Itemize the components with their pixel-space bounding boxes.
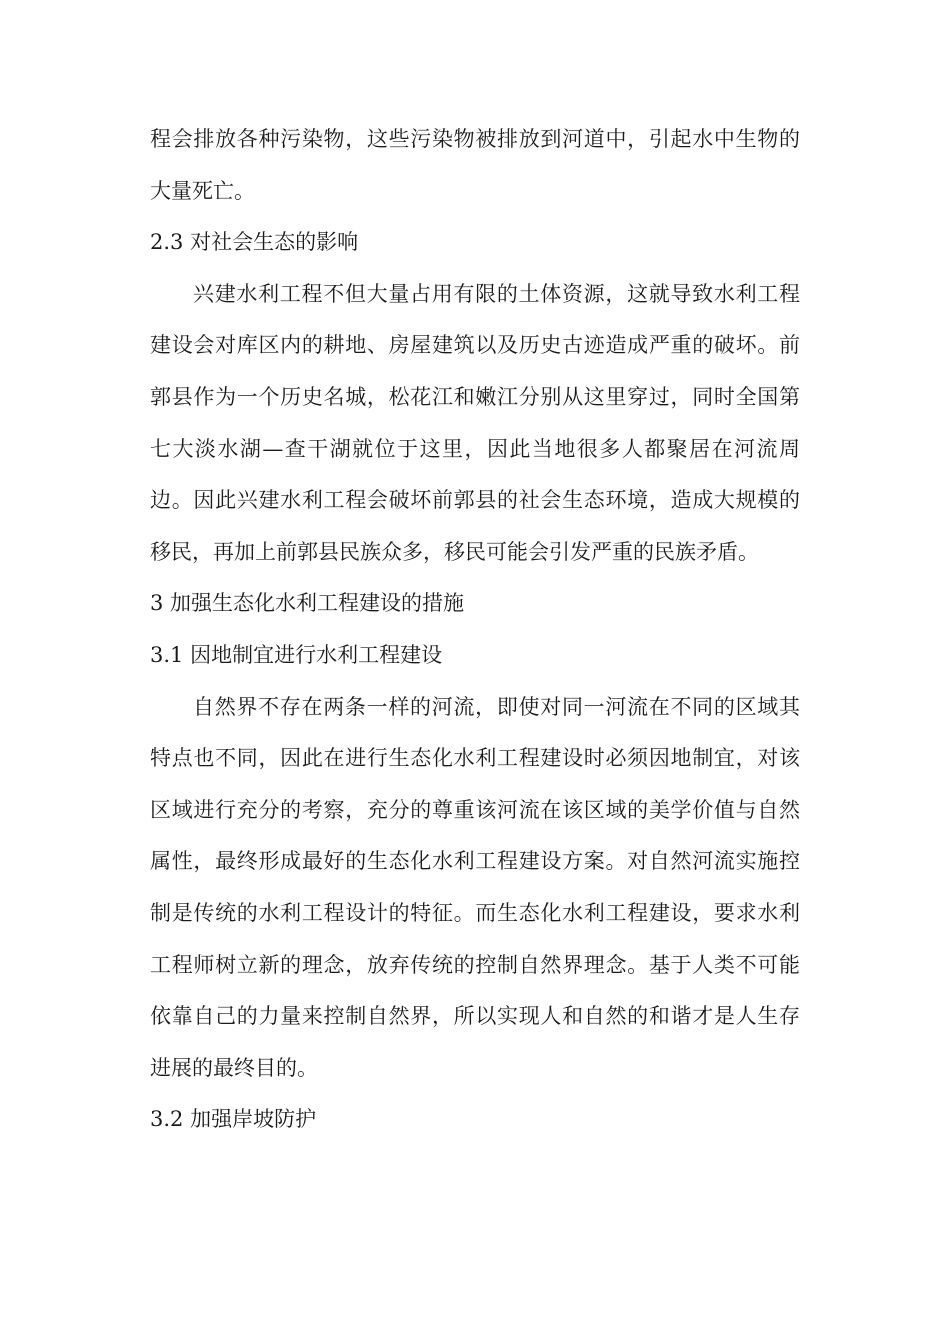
paragraph-local-conditions: 自然界不存在两条一样的河流，即使对同一河流在不同的区域其特点也不同，因此在进行生态化水利工程建设时必须因地制宜，对该区域进行充分的考察，充分的尊重该河流在该区域的美学价值与自然属性，最终形成最好的生态化水利工程建设方案。对自然河流实施控制是传统的水利工程设计的特征。而生态化水利工程建设，要求水利工程师树立新的理念，放弃传统的控制自然界理念。基于人类不可能依靠自己的力量来控制自然界，所以实现人和自然的和谐才是人生存进展的最终目的。 (150, 694, 800, 1080)
section-heading-3-1: 3.1 因地制宜进行水利工程建设 (150, 642, 443, 667)
paragraph-continuation: 程会排放各种污染物，这些污染物被排放到河道中，引起水中生物的大量死亡。 (150, 127, 800, 203)
document-body (150, 114, 800, 1146)
paragraph-social-ecology: 兴建水利工程不但大量占用有限的土体资源，这就导致水利工程建设会对库区内的耕地、房屋建筑以及历史古迹造成严重的破坏。前郭县作为一个历史名城，松花江和嫩江分别从这里穿过，同时全国第七大淡水湖—查干湖就位于这里，因此当地很多人都聚居在河流周边。因此兴建水利工程会破坏前郭县的社会生态环境，造成大规模的移民，再加上前郭县民族众多，移民可能会引发严重的民族矛盾。 (150, 281, 800, 564)
section-heading-3: 3 加强生态化水利工程建设的措施 (150, 591, 465, 616)
section-heading-3-2: 3.2 加强岸坡防护 (150, 1107, 317, 1132)
section-heading-2-3: 2.3 对社会生态的影响 (150, 230, 359, 255)
